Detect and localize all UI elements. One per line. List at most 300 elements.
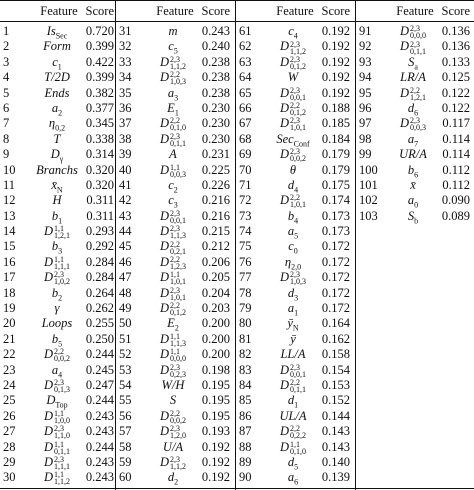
table-column-block — [0, 0, 118, 488]
feature-cell: D 2,3 1,0,1 — [159, 285, 187, 302]
table-row — [236, 455, 354, 470]
rank-cell: 84 — [239, 377, 252, 392]
feature-cell: D 2,3 1,1,0 — [43, 424, 71, 441]
table-row — [236, 347, 354, 362]
score-cell: 0.090 — [441, 193, 470, 208]
rank-cell: 16 — [3, 254, 16, 269]
score-cell: 0.284 — [85, 254, 114, 269]
score-cell: 0.179 — [321, 162, 350, 177]
rank-cell: 57 — [119, 424, 132, 439]
table-row — [0, 55, 118, 70]
table-row — [0, 116, 118, 131]
header-score: Score — [201, 4, 230, 18]
rank-cell: 83 — [239, 362, 252, 377]
table-row — [0, 193, 118, 208]
score-cell: 0.243 — [85, 408, 114, 423]
feature-cell: D 2,3 1,1,2 — [159, 454, 187, 472]
feature-cell: D 2,3 0,1,2 — [279, 54, 307, 71]
feature-cell: $c_1$ — [52, 54, 62, 72]
rank-cell: 23 — [3, 362, 16, 377]
feature-cell: D 2,3 1,0,2 — [43, 270, 71, 287]
table-row — [0, 239, 118, 254]
table-row — [356, 70, 474, 85]
feature-cell: D 2,3 0,0,1 — [159, 208, 187, 225]
table-bottom-rule — [0, 488, 474, 489]
table-row — [236, 193, 354, 208]
rank-cell: 68 — [239, 131, 252, 146]
score-cell: 0.203 — [201, 301, 230, 316]
table-row — [0, 209, 118, 224]
table-rows — [0, 24, 118, 486]
table-row — [356, 178, 474, 193]
score-cell: 0.244 — [85, 439, 114, 454]
feature-cell: D 2,3 1,1,2 — [159, 54, 187, 71]
rank-cell: 58 — [119, 439, 132, 454]
rank-cell: 100 — [359, 162, 378, 177]
rank-cell: 46 — [119, 254, 132, 269]
rank-cell: 56 — [119, 408, 132, 423]
table-row — [236, 132, 354, 147]
feature-cell: D 2,2 0,0,2 — [43, 347, 71, 364]
table-row — [116, 239, 234, 254]
feature-cell: $x̄_N$ — [51, 177, 63, 195]
table-row — [236, 101, 354, 116]
rank-cell: 101 — [359, 177, 378, 192]
table-row — [356, 55, 474, 70]
score-cell: 0.089 — [441, 208, 470, 223]
score-cell: 0.320 — [85, 177, 114, 192]
score-cell: 0.200 — [201, 347, 230, 362]
rank-cell: 6 — [3, 100, 10, 115]
feature-cell: $D_\gamma$ — [50, 147, 64, 164]
table-rows — [236, 24, 354, 486]
table-row — [236, 424, 354, 439]
feature-cell: D 2,3 1,2,0 — [159, 424, 187, 441]
score-cell: 0.206 — [201, 254, 230, 269]
score-cell: 0.179 — [321, 147, 350, 162]
score-cell: 0.140 — [321, 454, 350, 469]
rank-cell: 13 — [3, 208, 16, 223]
rank-cell: 5 — [3, 85, 10, 100]
table-row — [116, 193, 234, 208]
score-cell: 0.125 — [441, 70, 470, 85]
feature-cell: $b_5$ — [51, 331, 63, 349]
table-row — [236, 378, 354, 393]
rank-cell: 64 — [239, 70, 252, 85]
rank-cell: 29 — [3, 454, 16, 469]
score-cell: 0.255 — [85, 316, 114, 331]
score-cell: 0.238 — [201, 54, 230, 69]
rank-cell: 55 — [119, 393, 132, 408]
score-cell: 0.173 — [321, 224, 350, 239]
table-row — [116, 270, 234, 285]
score-cell: 0.212 — [201, 239, 230, 254]
score-cell: 0.244 — [85, 347, 114, 362]
feature-cell: D 2,3 0,2,3 — [159, 362, 187, 379]
score-cell: 0.238 — [201, 85, 230, 100]
table-row — [116, 347, 234, 362]
table-row — [236, 163, 354, 178]
feature-cell: $c_3$ — [168, 193, 178, 210]
score-cell: 0.216 — [201, 208, 230, 223]
feature-cell: D 2,3 1,0,3 — [279, 270, 307, 287]
table-row — [0, 455, 118, 470]
feature-cell: $a_1$ — [287, 301, 299, 318]
feature-cell: $E_1$ — [167, 100, 179, 118]
table-row — [116, 24, 234, 39]
rank-cell: 94 — [359, 70, 372, 85]
rank-cell: 66 — [239, 100, 252, 115]
feature-cell: D 2,3 1,0,1 — [279, 116, 307, 133]
rank-cell: 103 — [359, 208, 378, 223]
rank-cell: 63 — [239, 54, 252, 69]
rank-cell: 17 — [3, 270, 16, 285]
rank-cell: 79 — [239, 301, 252, 316]
feature-cell: $a_2$ — [51, 100, 63, 118]
feature-cell: D 1,1 1,2,1 — [43, 224, 71, 241]
feature-cell: W — [287, 70, 299, 85]
header-feature: Feature — [396, 4, 434, 18]
table-row — [0, 301, 118, 316]
header-feature: Feature — [156, 4, 194, 18]
score-cell: 0.143 — [321, 439, 350, 454]
table-row — [0, 363, 118, 378]
table-row — [356, 209, 474, 224]
table-row — [0, 132, 118, 147]
score-cell: 0.195 — [201, 408, 230, 423]
rank-cell: 80 — [239, 316, 252, 331]
feature-cell: $c_0$ — [288, 239, 298, 256]
feature-cell: θ — [289, 162, 297, 177]
table-row — [236, 178, 354, 193]
score-cell: 0.243 — [201, 24, 230, 38]
table-row — [236, 255, 354, 270]
table-row — [116, 209, 234, 224]
table-row — [0, 101, 118, 116]
rank-cell: 22 — [3, 347, 16, 362]
feature-cell: A — [169, 147, 177, 162]
score-cell: 0.117 — [442, 116, 470, 131]
score-cell: 0.143 — [321, 424, 350, 439]
score-cell: 0.399 — [85, 39, 114, 54]
score-cell: 0.195 — [201, 393, 230, 408]
feature-cell: D 2,2 0,0,2 — [159, 408, 187, 425]
table-row — [236, 209, 354, 224]
feature-cell: D 2,3 0,0,3 — [399, 116, 427, 133]
table-row — [0, 270, 118, 285]
score-cell: 0.185 — [321, 116, 350, 131]
feature-cell: Branchs — [36, 162, 78, 177]
table-row — [356, 39, 474, 54]
feature-cell: LR/A — [400, 70, 426, 85]
table-row — [116, 316, 234, 331]
rank-cell: 35 — [119, 85, 132, 100]
table-row — [236, 332, 354, 347]
rank-cell: 102 — [359, 193, 378, 208]
table-row — [116, 455, 234, 470]
feature-cell: UR/A — [399, 147, 427, 162]
rank-cell: 31 — [119, 24, 132, 38]
rank-cell: 10 — [3, 162, 16, 177]
rank-cell: 76 — [239, 254, 252, 269]
table-row — [116, 178, 234, 193]
rank-cell: 8 — [3, 131, 10, 146]
table-row — [116, 55, 234, 70]
rank-cell: 1 — [3, 24, 10, 38]
table-row — [236, 24, 354, 39]
feature-cell: $a_3$ — [167, 85, 179, 103]
rank-cell: 85 — [239, 393, 252, 408]
table-row — [116, 440, 234, 455]
rank-cell: 71 — [239, 177, 252, 192]
table-column-block — [356, 0, 474, 488]
score-cell: 0.158 — [321, 347, 350, 362]
score-cell: 0.114 — [442, 147, 470, 162]
rank-cell: 41 — [119, 177, 132, 192]
table-row — [116, 470, 234, 485]
rank-cell: 47 — [119, 270, 132, 285]
rank-cell: 97 — [359, 116, 372, 131]
table-rows — [116, 24, 234, 486]
feature-cell: $Is_{Sec}$ — [46, 24, 68, 41]
score-cell: 0.284 — [85, 270, 114, 285]
rank-cell: 51 — [119, 331, 132, 346]
score-cell: 0.243 — [85, 470, 114, 485]
rank-cell: 81 — [239, 331, 252, 346]
table-row — [116, 363, 234, 378]
table-row — [236, 70, 354, 85]
table-row — [236, 147, 354, 162]
score-cell: 0.153 — [321, 377, 350, 392]
score-cell: 0.192 — [201, 470, 230, 485]
rank-cell: 44 — [119, 224, 132, 239]
feature-cell: D 1,1 0,1,1 — [43, 439, 71, 456]
table-row — [236, 239, 354, 254]
score-cell: 0.230 — [201, 131, 230, 146]
rank-cell: 60 — [119, 470, 132, 485]
rank-cell: 14 — [3, 224, 16, 239]
header-score: Score — [441, 4, 470, 18]
feature-cell: D 2,2 1,2,1 — [399, 85, 427, 102]
rank-cell: 43 — [119, 208, 132, 223]
score-cell: 0.198 — [201, 362, 230, 377]
score-cell: 0.292 — [85, 239, 114, 254]
table-row — [0, 224, 118, 239]
score-cell: 0.172 — [321, 239, 350, 254]
table-rows — [356, 24, 474, 224]
score-cell: 0.200 — [201, 331, 230, 346]
table-row — [0, 378, 118, 393]
score-cell: 0.200 — [201, 316, 230, 331]
score-cell: 0.262 — [85, 301, 114, 316]
feature-cell: D 1,1 0,0,0 — [159, 347, 187, 364]
score-cell: 0.173 — [321, 208, 350, 223]
score-cell: 0.172 — [321, 285, 350, 300]
table-row — [236, 55, 354, 70]
rank-cell: 25 — [3, 393, 16, 408]
feature-cell: $b_6$ — [407, 162, 419, 180]
table-row — [0, 424, 118, 439]
header-score: Score — [85, 4, 114, 18]
table-row — [236, 270, 354, 285]
feature-cell: D 2,3 1,1,1 — [43, 454, 71, 472]
feature-cell: ȳ — [290, 331, 296, 346]
rank-cell: 2 — [3, 39, 10, 54]
rank-cell: 96 — [359, 100, 372, 115]
table-row — [356, 147, 474, 162]
table-row — [116, 70, 234, 85]
feature-cell: D 2,3 0,1,1 — [399, 39, 427, 56]
table-row — [116, 301, 234, 316]
table-row — [0, 255, 118, 270]
feature-cell: $c_5$ — [168, 39, 178, 56]
rank-cell: 88 — [239, 439, 252, 454]
rank-cell: 33 — [119, 54, 132, 69]
feature-cell: T/2D — [44, 70, 70, 85]
feature-cell: $d_5$ — [287, 454, 299, 472]
rank-cell: 54 — [119, 377, 132, 392]
score-cell: 0.377 — [85, 100, 114, 115]
score-cell: 0.320 — [85, 162, 114, 177]
rank-cell: 90 — [239, 470, 252, 485]
score-cell: 0.154 — [321, 362, 350, 377]
score-cell: 0.311 — [86, 193, 114, 208]
score-cell: 0.193 — [201, 424, 230, 439]
score-cell: 0.114 — [442, 131, 470, 146]
table-row — [236, 39, 354, 54]
rank-cell: 4 — [3, 70, 10, 85]
header-score: Score — [321, 4, 350, 18]
score-cell: 0.247 — [85, 377, 114, 392]
rank-cell: 89 — [239, 454, 252, 469]
feature-cell: D 1,1 1,1,1 — [43, 254, 71, 271]
feature-cell: $E_2$ — [167, 316, 179, 333]
feature-cell: D 1,1 0,1,0 — [279, 439, 307, 456]
table-row — [236, 363, 354, 378]
score-cell: 0.192 — [321, 70, 350, 85]
feature-cell: $\eta_{2,0}$ — [284, 254, 302, 272]
feature-cell: D 2,2 1,0,1 — [279, 193, 307, 210]
feature-cell: Loops — [41, 316, 73, 331]
table-row — [116, 332, 234, 347]
rank-cell: 69 — [239, 147, 252, 162]
table-row — [0, 163, 118, 178]
feature-cell: Form — [43, 39, 71, 54]
feature-cell: $D_{Top}$ — [46, 393, 68, 410]
rank-cell: 12 — [3, 193, 16, 208]
score-cell: 0.139 — [321, 470, 350, 485]
table-row — [356, 193, 474, 208]
score-cell: 0.720 — [85, 24, 114, 38]
feature-cell: LL/A — [280, 347, 306, 362]
score-cell: 0.230 — [201, 116, 230, 131]
feature-cell: $S_b$ — [407, 208, 419, 226]
table-row — [116, 424, 234, 439]
score-cell: 0.238 — [201, 70, 230, 85]
score-cell: 0.112 — [442, 177, 470, 192]
table-row — [236, 286, 354, 301]
table-row — [236, 224, 354, 239]
rank-cell: 15 — [3, 239, 16, 254]
table-row — [0, 440, 118, 455]
header-feature: Feature — [40, 4, 78, 18]
rank-cell: 20 — [3, 316, 16, 331]
score-cell: 0.338 — [85, 131, 114, 146]
rank-cell: 50 — [119, 316, 132, 331]
table-row — [0, 286, 118, 301]
table-row — [0, 147, 118, 162]
score-cell: 0.136 — [441, 24, 470, 38]
feature-cell: S — [169, 393, 177, 408]
rank-cell: 45 — [119, 239, 132, 254]
rank-cell: 34 — [119, 70, 132, 85]
rank-cell: 62 — [239, 39, 252, 54]
feature-cell: D 2,3 1,1,3 — [159, 224, 187, 241]
score-cell: 0.152 — [321, 393, 350, 408]
rank-cell: 7 — [3, 116, 10, 131]
rank-cell: 86 — [239, 408, 252, 423]
score-cell: 0.311 — [86, 208, 114, 223]
table-row — [0, 39, 118, 54]
feature-cell: $d_4$ — [287, 177, 299, 195]
rank-cell: 11 — [3, 177, 16, 192]
table-row — [236, 393, 354, 408]
score-cell: 0.216 — [201, 193, 230, 208]
score-cell: 0.192 — [321, 54, 350, 69]
feature-cell: $d_6$ — [407, 100, 419, 118]
rank-cell: 91 — [359, 24, 372, 38]
table-row — [236, 440, 354, 455]
feature-cell: $b_4$ — [287, 208, 299, 226]
score-cell: 0.136 — [441, 39, 470, 54]
table-row — [116, 163, 234, 178]
score-cell: 0.162 — [321, 331, 350, 346]
feature-cell: U/A — [162, 439, 184, 454]
table-row — [0, 409, 118, 424]
feature-cell: x̄ — [410, 177, 416, 192]
feature-cell: $c_4$ — [288, 24, 298, 41]
score-cell: 0.422 — [85, 54, 114, 69]
score-cell: 0.122 — [441, 85, 470, 100]
feature-cell: $\eta_{0,2}$ — [48, 116, 66, 133]
rank-cell: 67 — [239, 116, 252, 131]
feature-cell: UL/A — [279, 408, 307, 423]
score-cell: 0.192 — [201, 454, 230, 469]
table-row — [116, 286, 234, 301]
feature-cell: D 2,2 0,1,2 — [279, 100, 307, 118]
table-row — [0, 332, 118, 347]
table-row — [356, 116, 474, 131]
score-cell: 0.345 — [85, 116, 114, 131]
table-row — [116, 86, 234, 101]
feature-cell: D 2,2 0,1,0 — [159, 116, 187, 133]
feature-cell: $a_0$ — [407, 193, 419, 210]
rank-cell: 92 — [359, 39, 372, 54]
rank-cell: 72 — [239, 193, 252, 208]
rank-cell: 95 — [359, 85, 372, 100]
rank-cell: 73 — [239, 208, 252, 223]
feature-cell: $a_6$ — [287, 470, 299, 487]
feature-cell: m — [168, 24, 178, 38]
rank-cell: 21 — [3, 331, 16, 346]
rank-cell: 93 — [359, 54, 372, 69]
feature-cell: D 2,3 0,1,3 — [43, 377, 71, 395]
table-row — [0, 347, 118, 362]
table-column-block — [116, 0, 234, 488]
rank-cell: 48 — [119, 285, 132, 300]
score-cell: 0.250 — [85, 331, 114, 346]
feature-cell: D 2,2 0,1,2 — [159, 301, 187, 318]
